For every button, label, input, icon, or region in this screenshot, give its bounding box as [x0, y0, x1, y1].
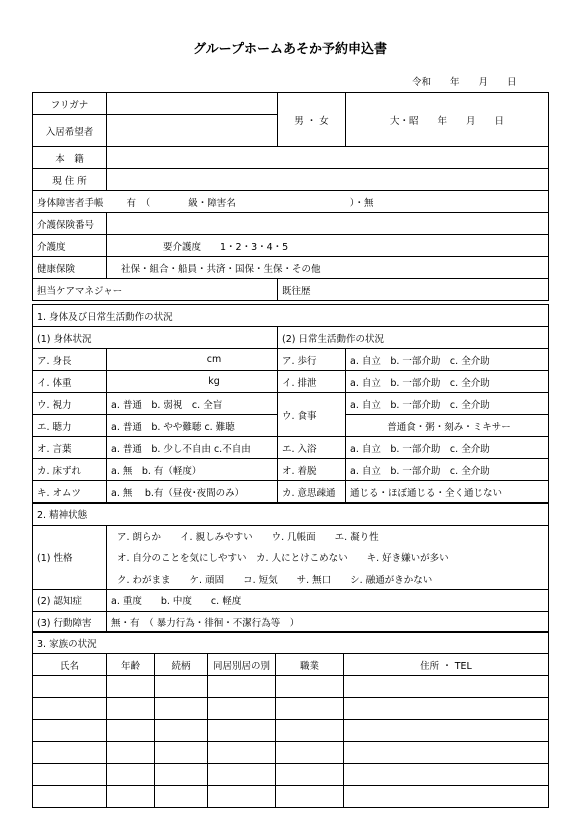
personality-line-3[interactable]: ク. わがまま ケ. 頑固 コ. 短気 サ. 無口 シ. 融通がきかない — [107, 568, 549, 590]
personality-line-1[interactable]: ア. 朗らか イ. 親しみやすい ウ. 几帳面 エ. 凝り性 — [107, 525, 549, 547]
behavior-options[interactable]: 無・有 （ 暴力行為・徘徊・不潔行為等 ） — [107, 611, 549, 633]
body-header: (1) 身体状況 — [33, 327, 278, 349]
family-cell[interactable] — [33, 676, 107, 698]
family-cell[interactable] — [33, 720, 107, 742]
care-level-label: 介護度 — [33, 235, 107, 257]
family-cell[interactable] — [107, 720, 155, 742]
family-cell[interactable] — [208, 786, 276, 808]
family-header-name: 氏名 — [33, 654, 107, 676]
bedsore-options[interactable]: a. 無 b. 有（軽度） — [107, 459, 278, 481]
meal-options[interactable]: a. 自立 b. 一部介助 c. 全介助 — [346, 393, 549, 415]
family-cell[interactable] — [107, 764, 155, 786]
height-field[interactable] — [107, 349, 278, 371]
personality-line-2[interactable]: オ. 自分のことを気にしやすい カ. 人にとけこめない キ. 好き嫌いが多い — [107, 547, 549, 569]
excretion-options[interactable]: a. 自立 b. 一部介助 c. 全介助 — [346, 371, 549, 393]
table-row — [33, 698, 549, 720]
family-cell[interactable] — [33, 764, 107, 786]
weight-unit: kg — [208, 376, 220, 387]
hearing-options[interactable]: a. 普通 b. やや難聴 c. 難聴 — [107, 415, 278, 437]
daily-header: (2) 日常生活動作の状況 — [278, 327, 549, 349]
family-cell[interactable] — [208, 676, 276, 698]
family-cell[interactable] — [208, 764, 276, 786]
family-header-age: 年齢 — [107, 654, 155, 676]
care-manager-label: 担当ケアマネジャー — [37, 285, 123, 297]
speech-label: オ. 言葉 — [33, 437, 107, 459]
family-cell[interactable] — [344, 764, 549, 786]
sex-field[interactable]: 男 ・ 女 — [278, 93, 346, 147]
height-unit: cm — [206, 354, 222, 365]
family-cell[interactable] — [276, 764, 344, 786]
family-header-address: 住所 ・ TEL — [344, 654, 549, 676]
family-cell[interactable] — [276, 676, 344, 698]
personality-label: (1) 性格 — [33, 525, 107, 590]
family-cell[interactable] — [344, 720, 549, 742]
family-cell[interactable] — [276, 742, 344, 764]
behavior-label: (3) 行動障害 — [33, 611, 107, 633]
family-cell[interactable] — [107, 676, 155, 698]
address-label: 現 住 所 — [33, 169, 107, 191]
adl-table — [32, 304, 549, 503]
mental-table — [32, 503, 549, 633]
family-table — [32, 631, 549, 808]
family-header-job: 職業 — [276, 654, 344, 676]
meal-type-options[interactable]: 普通食・粥・刻み・ミキサー — [346, 415, 549, 437]
furigana-field[interactable] — [107, 93, 278, 115]
family-cell[interactable] — [155, 676, 208, 698]
mental-section-title: 2. 精神状態 — [33, 504, 549, 526]
disability-value: 有 （ 級・障害名 ）・無 — [126, 197, 374, 209]
insurance-no-field[interactable] — [107, 213, 549, 235]
family-cell[interactable] — [33, 698, 107, 720]
walking-options[interactable]: a. 自立 b. 一部介助 c. 全介助 — [346, 349, 549, 371]
height-label: ア. 身長 — [33, 349, 107, 371]
family-cell[interactable] — [33, 786, 107, 808]
meal-label: ウ. 食事 — [278, 393, 346, 437]
family-cell[interactable] — [344, 786, 549, 808]
dressing-options[interactable]: a. 自立 b. 一部介助 c. 全介助 — [346, 459, 549, 481]
diaper-options[interactable]: a. 無 b.有（昼夜･夜間のみ） — [107, 481, 278, 503]
table-row — [33, 786, 549, 808]
family-header-relation: 続柄 — [155, 654, 208, 676]
family-cell[interactable] — [344, 698, 549, 720]
bathing-label: エ. 入浴 — [278, 437, 346, 459]
page-title: グループホームあそか予約申込書 — [193, 42, 387, 57]
applicant-table — [32, 92, 549, 301]
vision-label: ウ. 視力 — [33, 393, 107, 415]
family-cell[interactable] — [276, 698, 344, 720]
disability-row[interactable] — [33, 191, 549, 213]
family-cell[interactable] — [107, 742, 155, 764]
family-cell[interactable] — [155, 742, 208, 764]
family-cell[interactable] — [155, 764, 208, 786]
honseki-field[interactable] — [107, 147, 549, 169]
applicant-name-label: 入居希望者 — [33, 115, 107, 147]
care-level-field[interactable] — [107, 235, 549, 257]
family-section-title: 3. 家族の状況 — [33, 632, 549, 654]
table-row — [33, 676, 549, 698]
dementia-label: (2) 認知症 — [33, 590, 107, 612]
family-cell[interactable] — [208, 742, 276, 764]
family-cell[interactable] — [344, 742, 549, 764]
care-manager-field[interactable] — [33, 279, 278, 301]
weight-label: イ. 体重 — [33, 371, 107, 393]
family-cell[interactable] — [276, 786, 344, 808]
insurance-no-label: 介護保険番号 — [33, 213, 107, 235]
communication-options[interactable]: 通じる・ほぼ通じる・全く通じない — [346, 481, 549, 503]
table-row — [33, 720, 549, 742]
family-cell[interactable] — [208, 720, 276, 742]
disability-label: 身体障害者手帳 — [37, 197, 104, 209]
family-cell[interactable] — [107, 698, 155, 720]
address-field[interactable] — [107, 169, 549, 191]
table-row — [33, 764, 549, 786]
family-cell[interactable] — [155, 786, 208, 808]
bedsore-label: カ. 床ずれ — [33, 459, 107, 481]
communication-label: カ. 意思疎通 — [278, 481, 346, 503]
care-level-value: 要介護度 1・2・3・4・5 — [163, 241, 289, 253]
hearing-label: エ. 聴力 — [33, 415, 107, 437]
family-cell[interactable] — [208, 698, 276, 720]
weight-field[interactable] — [107, 371, 278, 393]
family-cell[interactable] — [344, 676, 549, 698]
family-cell[interactable] — [276, 720, 344, 742]
vision-options[interactable]: a. 普通 b. 弱視 c. 全盲 — [107, 393, 278, 415]
history-label: 既往歴 — [282, 285, 311, 297]
adl-section-title: 1. 身体及び日常生活動作の状況 — [33, 305, 549, 327]
speech-options[interactable]: a. 普通 b. 少し不自由 c.不自由 — [107, 437, 278, 459]
table-row — [33, 742, 549, 764]
furigana-label: フリガナ — [33, 93, 107, 115]
family-cell[interactable] — [155, 698, 208, 720]
walking-label: ア. 歩行 — [278, 349, 346, 371]
birth-field[interactable]: 大・昭 年 月 日 — [346, 93, 549, 147]
family-cell[interactable] — [107, 786, 155, 808]
honseki-label: 本 籍 — [33, 147, 107, 169]
health-ins-label: 健康保険 — [33, 257, 107, 279]
excretion-label: イ. 排泄 — [278, 371, 346, 393]
history-field[interactable] — [278, 279, 549, 301]
dementia-options[interactable]: a. 重度 b. 中度 c. 軽度 — [107, 590, 549, 612]
bathing-options[interactable]: a. 自立 b. 一部介助 c. 全介助 — [346, 437, 549, 459]
family-cell[interactable] — [155, 720, 208, 742]
family-header-cohabit: 同居別居の別 — [208, 654, 276, 676]
health-ins-field[interactable] — [107, 257, 549, 279]
family-cell[interactable] — [33, 742, 107, 764]
date-line: 令和 年 月 日 — [412, 77, 517, 88]
diaper-label: キ. オムツ — [33, 481, 107, 503]
dressing-label: オ. 着脱 — [278, 459, 346, 481]
health-ins-value: 社保・組合・船員・共済・国保・生保・その他 — [121, 263, 321, 275]
applicant-name-field[interactable] — [107, 115, 278, 147]
